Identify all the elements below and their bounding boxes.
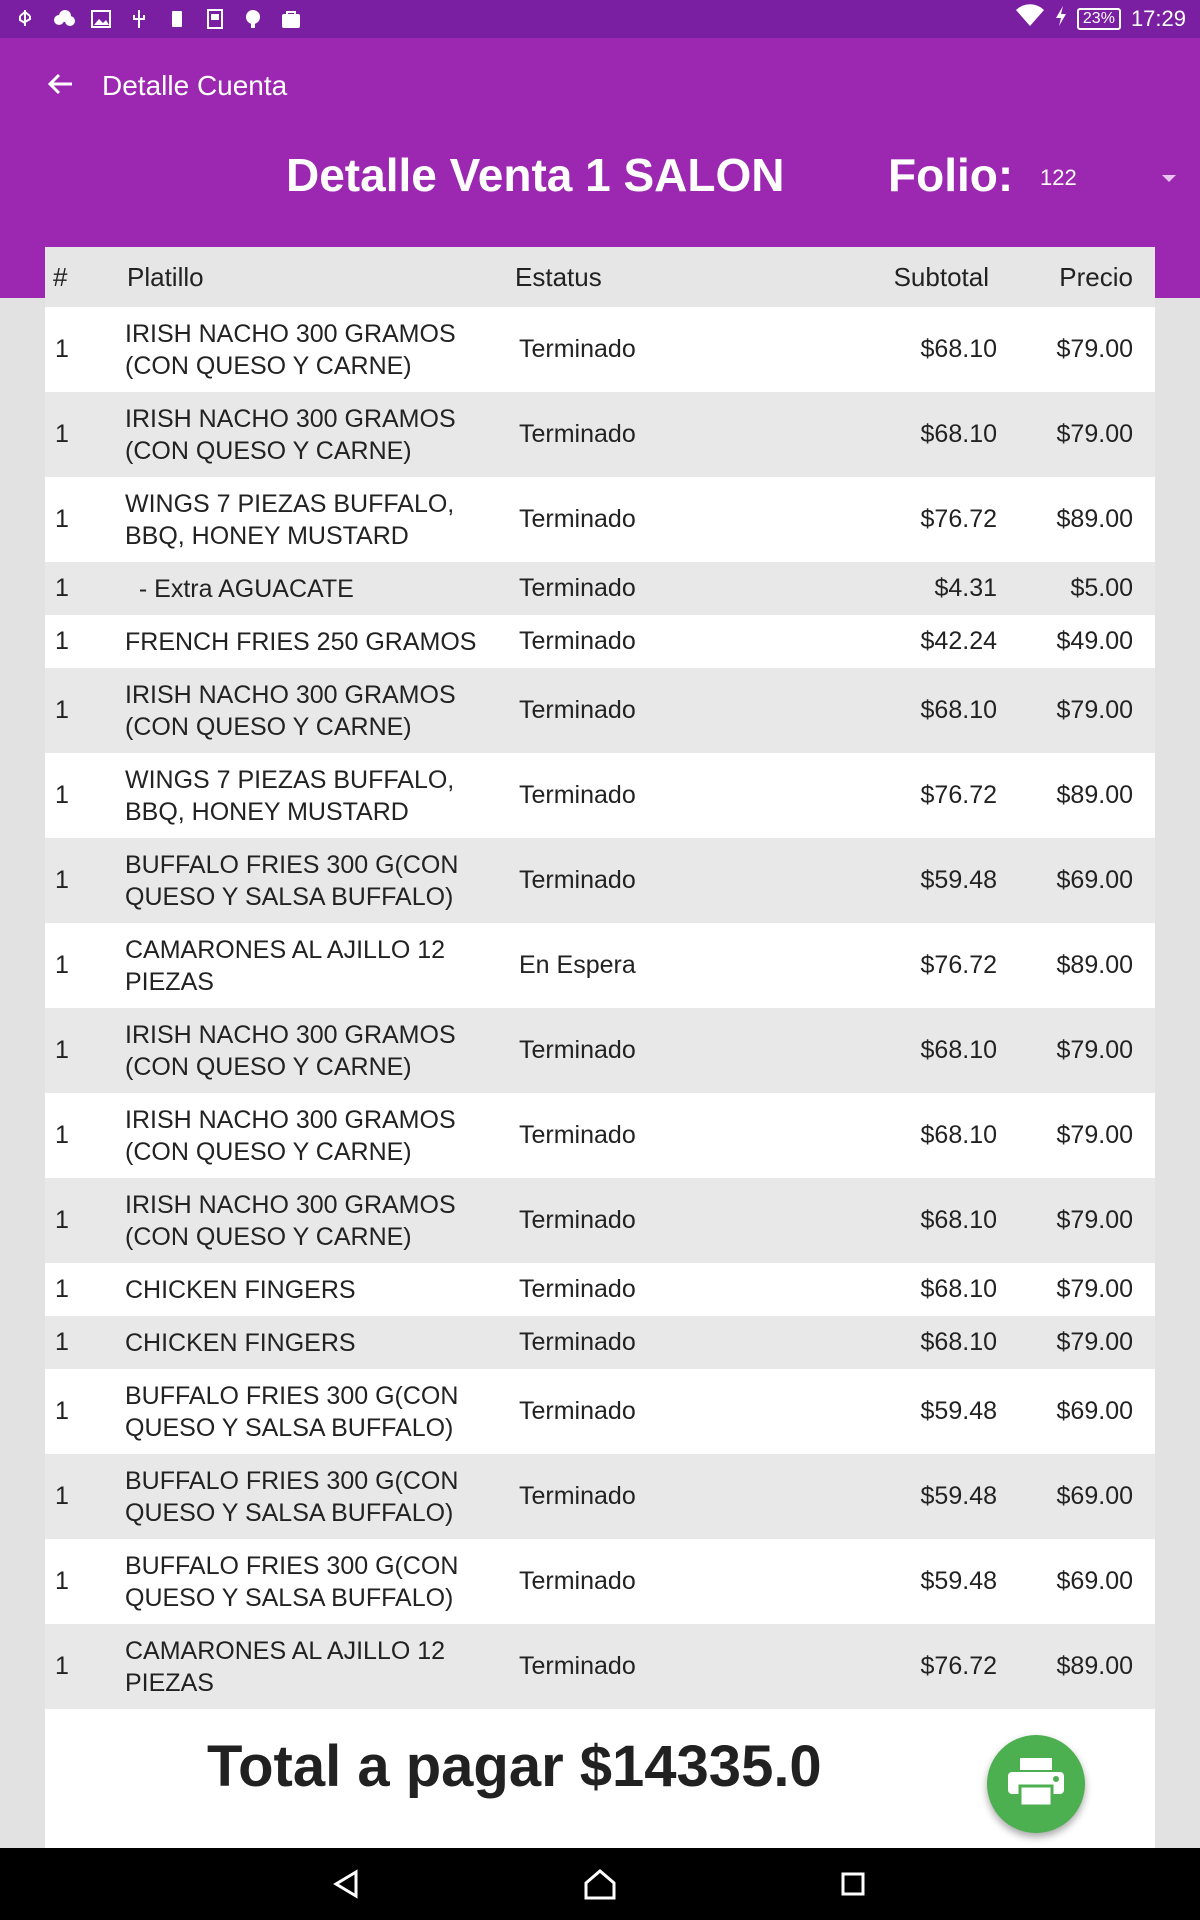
cell-status: Terminado <box>519 781 636 809</box>
notification-icons <box>14 8 302 30</box>
table-row[interactable] <box>45 1093 1155 1178</box>
cell-dish: CAMARONES AL AJILLO 12 PIEZAS <box>125 1636 452 1697</box>
cell-dish: WINGS 7 PIEZAS BUFFALO, BBQ, HONEY MUSTARD <box>125 765 462 826</box>
status-bar <box>0 0 1200 38</box>
cell-dish: IRISH NACHO 300 GRAMOS (CON QUESO Y CARNE) <box>125 1190 463 1251</box>
cell-subtotal: $68.10 <box>920 696 997 724</box>
usb-icon <box>14 8 36 30</box>
cell-qty: 1 <box>55 1275 69 1303</box>
wifi-icon <box>1015 4 1045 34</box>
cell-status: Terminado <box>519 505 636 533</box>
cell-subtotal: $42.24 <box>920 627 997 655</box>
table-row[interactable] <box>45 477 1155 562</box>
cell-qty: 1 <box>55 951 69 979</box>
cell-subtotal: $4.31 <box>934 574 997 602</box>
cell-qty: 1 <box>55 574 69 602</box>
cell-price: $5.00 <box>1070 574 1133 602</box>
table-row[interactable] <box>45 923 1155 1008</box>
table-header <box>45 247 1155 307</box>
cell-price: $89.00 <box>1056 951 1133 979</box>
cell-price: $79.00 <box>1056 696 1133 724</box>
table-row[interactable] <box>45 562 1155 615</box>
cell-price: $69.00 <box>1056 1567 1133 1595</box>
cell-status: Terminado <box>519 866 636 894</box>
cell-subtotal: $68.10 <box>920 420 997 448</box>
battery-level: 23% <box>1077 8 1121 30</box>
printer-icon <box>1006 1756 1066 1813</box>
table-row[interactable] <box>45 1539 1155 1624</box>
column-header-qty: # <box>53 261 68 292</box>
cell-qty: 1 <box>55 420 69 448</box>
cell-subtotal: $68.10 <box>920 335 997 363</box>
image-icon <box>90 8 112 30</box>
cell-qty: 1 <box>55 696 69 724</box>
column-header-status: Estatus <box>515 261 602 292</box>
cell-subtotal: $68.10 <box>920 1206 997 1234</box>
cell-dish: BUFFALO FRIES 300 G(CON QUESO Y SALSA BUFFALO) <box>125 850 466 911</box>
cell-subtotal: $59.48 <box>920 1397 997 1425</box>
column-header-subtotal: Subtotal <box>893 261 989 292</box>
cell-dish: CHICKEN FINGERS <box>125 1328 356 1357</box>
cell-subtotal: $76.72 <box>920 1652 997 1680</box>
cell-price: $79.00 <box>1056 420 1133 448</box>
cell-price: $79.00 <box>1056 335 1133 363</box>
cell-qty: 1 <box>55 627 69 655</box>
cell-price: $89.00 <box>1056 1652 1133 1680</box>
cell-price: $89.00 <box>1056 781 1133 809</box>
cell-subtotal: $59.48 <box>920 1567 997 1595</box>
cell-status: Terminado <box>519 420 636 448</box>
android-icon <box>242 8 264 30</box>
cell-dish: IRISH NACHO 300 GRAMOS (CON QUESO Y CARNE) <box>125 680 463 741</box>
system-nav-bar <box>0 1848 1200 1920</box>
cell-status: Terminado <box>519 335 636 363</box>
cell-price: $49.00 <box>1056 627 1133 655</box>
cell-qty: 1 <box>55 1036 69 1064</box>
cell-price: $79.00 <box>1056 1275 1133 1303</box>
cell-status: Terminado <box>519 1328 636 1356</box>
cell-status: Terminado <box>519 1652 636 1680</box>
cell-qty: 1 <box>55 1121 69 1149</box>
cell-subtotal: $76.72 <box>920 951 997 979</box>
arrow-left-icon <box>46 72 74 101</box>
cell-status: Terminado <box>519 574 636 602</box>
sale-detail-card <box>45 247 1155 1848</box>
chevron-down-icon <box>1162 175 1176 182</box>
cell-status: Terminado <box>519 627 636 655</box>
cell-status: Terminado <box>519 1567 636 1595</box>
cell-qty: 1 <box>55 1567 69 1595</box>
charging-icon <box>1055 5 1067 33</box>
back-triangle-icon[interactable] <box>327 1864 367 1904</box>
table-row[interactable] <box>45 1263 1155 1316</box>
cell-subtotal: $68.10 <box>920 1036 997 1064</box>
cell-status: Terminado <box>519 696 636 724</box>
cell-price: $79.00 <box>1056 1036 1133 1064</box>
cell-dish: BUFFALO FRIES 300 G(CON QUESO Y SALSA BUFFALO) <box>125 1551 466 1612</box>
cell-qty: 1 <box>55 1397 69 1425</box>
cell-dish: BUFFALO FRIES 300 G(CON QUESO Y SALSA BUFFALO) <box>125 1381 466 1442</box>
table-body <box>45 307 1155 1709</box>
folio-label: Folio: <box>888 149 1014 201</box>
sale-title: Detalle Venta 1 SALON <box>286 149 785 201</box>
cell-qty: 1 <box>55 866 69 894</box>
table-row[interactable] <box>45 1624 1155 1709</box>
cell-status: Terminado <box>519 1036 636 1064</box>
cell-price: $89.00 <box>1056 505 1133 533</box>
cell-subtotal: $76.72 <box>920 781 997 809</box>
cell-dish: - Extra AGUACATE <box>125 574 354 603</box>
cell-subtotal: $68.10 <box>920 1275 997 1303</box>
recents-icon[interactable] <box>833 1864 873 1904</box>
cell-qty: 1 <box>55 1652 69 1680</box>
cell-price: $79.00 <box>1056 1121 1133 1149</box>
cell-status: Terminado <box>519 1121 636 1149</box>
cell-dish: IRISH NACHO 300 GRAMOS (CON QUESO Y CARNE) <box>125 319 463 380</box>
cell-dish: FRENCH FRIES 250 GRAMOS <box>125 627 477 656</box>
cell-dish: IRISH NACHO 300 GRAMOS (CON QUESO Y CARNE) <box>125 404 463 465</box>
cell-qty: 1 <box>55 1482 69 1510</box>
cell-subtotal: $59.48 <box>920 1482 997 1510</box>
usb-debug-icon <box>128 8 150 30</box>
cell-dish: CAMARONES AL AJILLO 12 PIEZAS <box>125 935 452 996</box>
print-button[interactable] <box>987 1735 1085 1833</box>
table-row[interactable] <box>45 307 1155 392</box>
table-row[interactable] <box>45 1369 1155 1454</box>
cell-status: Terminado <box>519 1206 636 1234</box>
cell-qty: 1 <box>55 1206 69 1234</box>
back-button[interactable] <box>30 56 90 116</box>
cell-subtotal: $68.10 <box>920 1328 997 1356</box>
shop-icon <box>280 8 302 30</box>
cell-price: $79.00 <box>1056 1328 1133 1356</box>
total-amount: Total a pagar $14335.0 <box>207 1734 822 1799</box>
sim-icon <box>166 8 188 30</box>
table-row[interactable] <box>45 1008 1155 1093</box>
cell-qty: 1 <box>55 335 69 363</box>
table-row[interactable] <box>45 838 1155 923</box>
cell-subtotal: $76.72 <box>920 505 997 533</box>
column-header-dish: Platillo <box>127 262 204 292</box>
cell-qty: 1 <box>55 1328 69 1356</box>
cell-qty: 1 <box>55 505 69 533</box>
table-row[interactable] <box>45 392 1155 477</box>
cell-price: $69.00 <box>1056 1397 1133 1425</box>
cell-price: $69.00 <box>1056 866 1133 894</box>
cell-status: Terminado <box>519 1275 636 1303</box>
cell-dish: CHICKEN FINGERS <box>125 1275 356 1304</box>
folio-value: 122 <box>1040 165 1077 190</box>
cell-subtotal: $59.48 <box>920 866 997 894</box>
cell-dish: IRISH NACHO 300 GRAMOS (CON QUESO Y CARNE) <box>125 1020 463 1081</box>
cloud-icon <box>52 8 74 30</box>
cell-status: Terminado <box>519 1397 636 1425</box>
folio-dropdown[interactable] <box>1040 158 1180 198</box>
document-icon <box>204 8 226 30</box>
table-row[interactable] <box>45 1454 1155 1539</box>
cell-price: $79.00 <box>1056 1206 1133 1234</box>
cell-status: Terminado <box>519 1482 636 1510</box>
table-row[interactable] <box>45 753 1155 838</box>
table-row[interactable] <box>45 1316 1155 1369</box>
clock: 17:29 <box>1130 6 1186 31</box>
cell-qty: 1 <box>55 781 69 809</box>
app-bar-title: Detalle Cuenta <box>102 70 288 101</box>
cell-status: En Espera <box>519 951 636 979</box>
table-row[interactable] <box>45 1178 1155 1263</box>
cell-subtotal: $68.10 <box>920 1121 997 1149</box>
cell-dish: BUFFALO FRIES 300 G(CON QUESO Y SALSA BUFFALO) <box>125 1466 466 1527</box>
cell-dish: IRISH NACHO 300 GRAMOS (CON QUESO Y CARNE) <box>125 1105 463 1166</box>
home-icon[interactable] <box>580 1864 620 1904</box>
table-row[interactable] <box>45 668 1155 753</box>
column-header-price: Precio <box>1059 261 1133 292</box>
table-row[interactable] <box>45 615 1155 668</box>
cell-price: $69.00 <box>1056 1482 1133 1510</box>
cell-dish: WINGS 7 PIEZAS BUFFALO, BBQ, HONEY MUSTARD <box>125 489 462 550</box>
